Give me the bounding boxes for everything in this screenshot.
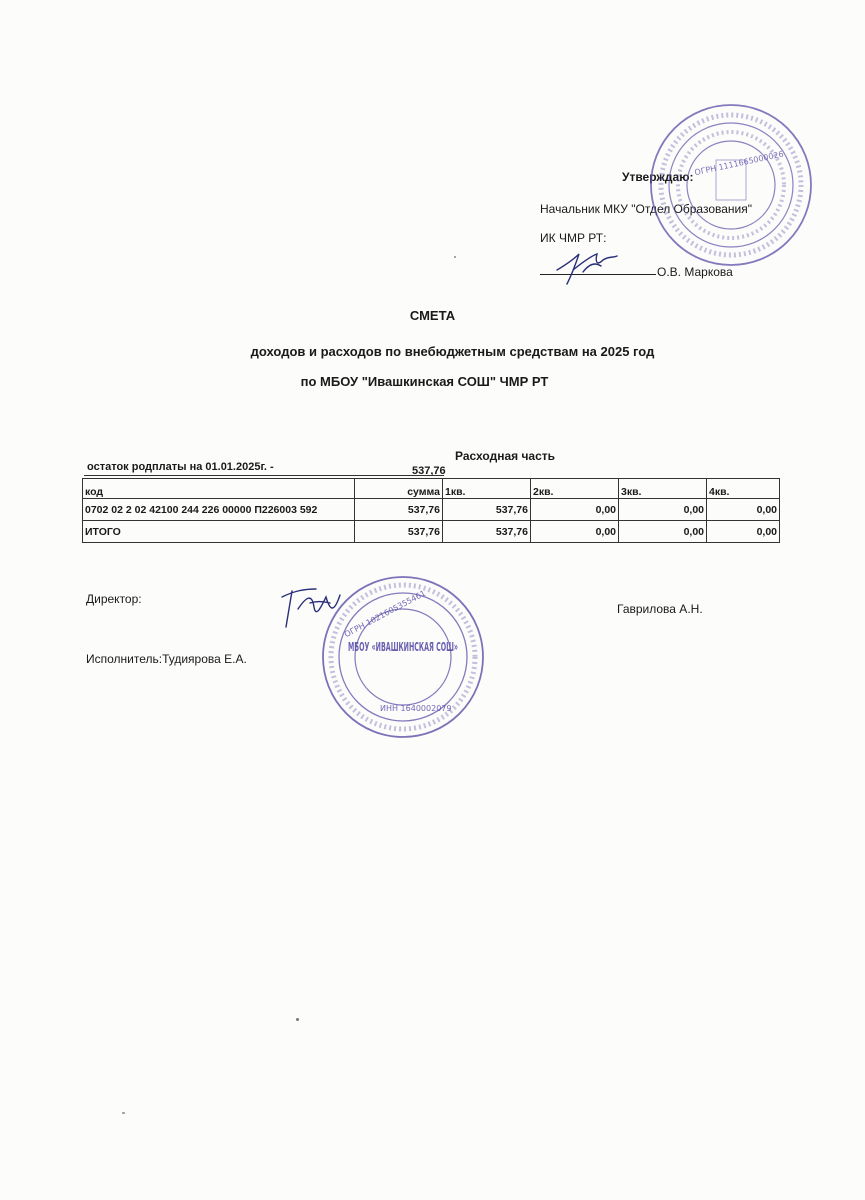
header-code: код: [83, 479, 355, 499]
approval-heading: Утверждаю:: [622, 170, 694, 184]
header-q2: 2кв.: [531, 479, 619, 499]
school-stamp: [318, 575, 488, 745]
table-row: [83, 499, 780, 521]
approval-signature: [553, 248, 623, 288]
expense-section-title: Расходная часть: [455, 449, 556, 463]
doc-title: СМЕТА: [409, 308, 456, 323]
doc-organization: по МБОУ "Ивашкинская СОШ" ЧМР РТ: [300, 374, 549, 389]
header-q4: 4кв.: [707, 479, 780, 499]
approval-stamp-ogrn: ОГРН 1111665000026: [693, 149, 785, 178]
total-sum: 537,76: [355, 521, 443, 543]
header-q3: 3кв.: [619, 479, 707, 499]
school-stamp-ogrn: ОГРН 1021605355461: [342, 588, 428, 640]
total-q4: 0,00: [707, 521, 780, 543]
approval-organization: ИК ЧМР РТ:: [540, 231, 607, 245]
speck: [454, 256, 456, 258]
header-q1: 1кв.: [443, 479, 531, 499]
approval-name: О.В. Маркова: [657, 265, 733, 279]
row-code: 0702 02 2 02 42100 244 226 00000 П226003 592: [83, 499, 355, 521]
row-q2: 0,00: [531, 499, 619, 521]
school-stamp-inn: ИНН 1640002079: [380, 704, 452, 713]
balance-underline: [84, 475, 444, 476]
school-stamp-name: МБОУ «ИВАШКИНСКАЯ СОШ»: [348, 640, 458, 654]
table-total-row: [83, 521, 780, 543]
total-q3: 0,00: [619, 521, 707, 543]
header-sum: сумма: [355, 479, 443, 499]
approval-stamp: [646, 100, 816, 270]
total-q2: 0,00: [531, 521, 619, 543]
balance-label: остаток родплаты на 01.01.2025г. -: [87, 461, 274, 473]
row-q3: 0,00: [619, 499, 707, 521]
table-header-row: [83, 479, 780, 499]
row-sum: 537,76: [355, 499, 443, 521]
estimate-table: [82, 478, 780, 543]
speck: [296, 1018, 299, 1021]
total-q1: 537,76: [443, 521, 531, 543]
director-name: Гаврилова А.Н.: [617, 602, 703, 616]
total-label: ИТОГО: [83, 521, 355, 543]
director-label: Директор:: [86, 592, 142, 606]
executor-label: Исполнитель:Тудиярова Е.А.: [86, 652, 247, 666]
balance-value: 537,76: [412, 465, 446, 477]
doc-subtitle: доходов и расходов по внебюджетным средствам на 2025 год: [250, 344, 655, 359]
speck: [122, 1112, 125, 1114]
row-q1: 537,76: [443, 499, 531, 521]
row-q4: 0,00: [707, 499, 780, 521]
approval-position: Начальник МКУ "Отдел Образования": [540, 202, 753, 216]
